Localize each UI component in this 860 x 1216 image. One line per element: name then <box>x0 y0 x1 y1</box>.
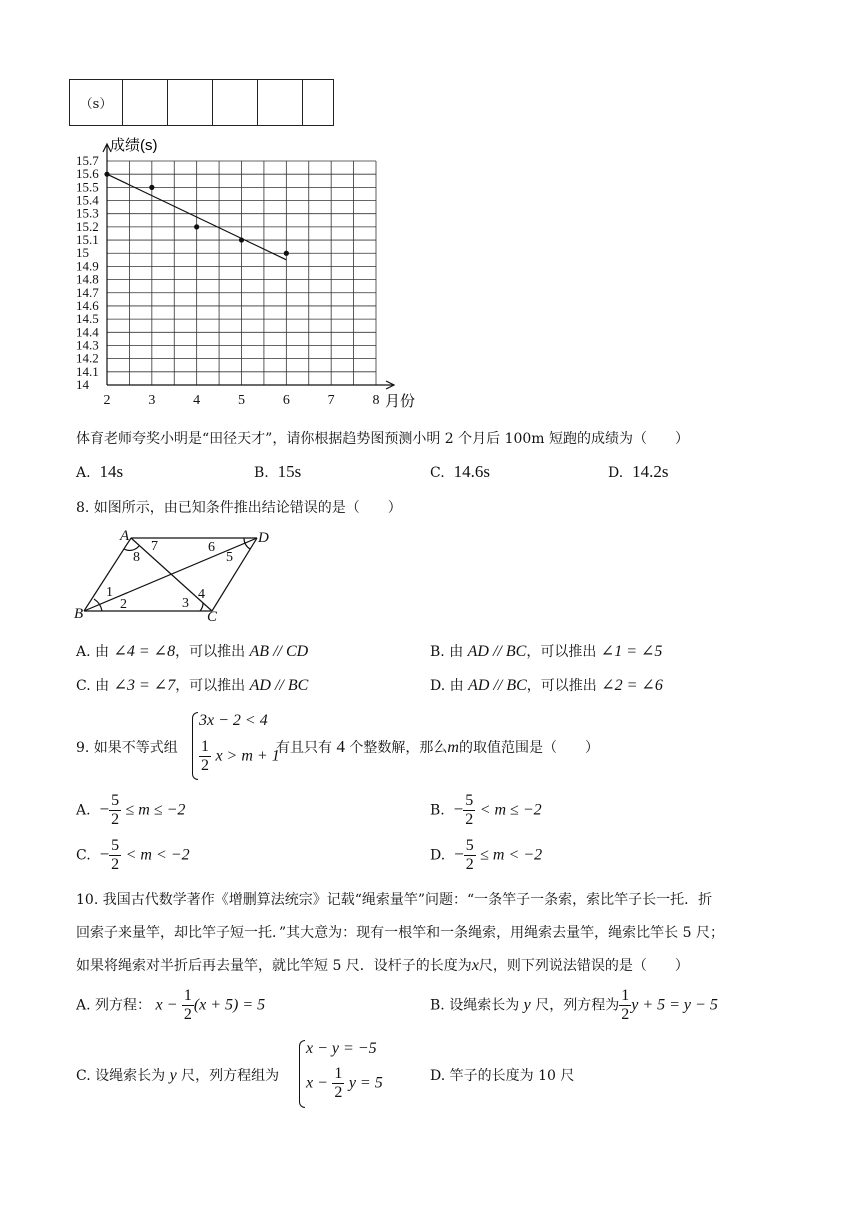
choice-text: 尺，列方程组为 <box>181 1068 280 1084</box>
choice-text: ，可以推出 <box>526 678 597 694</box>
q7-stem: 体育老师夸奖小明是“田径天才”，请你根据趋势图预测小明 2 个月后 100m 短跑的成绩为（ ） <box>76 431 690 447</box>
choice-text: 由 <box>95 678 110 694</box>
y-tick-label: 14.1 <box>76 363 99 379</box>
choice-label: B. <box>254 465 269 481</box>
fraction <box>109 838 121 873</box>
y-tick-label: 14 <box>76 377 89 392</box>
math-expr: ≤ m < −2 <box>480 846 543 864</box>
q8-stem: 8. 如图所示，由已知条件推出结论错误的是（ ） <box>76 500 402 516</box>
q9-choice-a <box>76 793 185 828</box>
q9-ineq-1: 3x − 2 < 4 <box>199 712 268 729</box>
choice-text: 由 <box>95 644 110 660</box>
sign: − <box>453 799 464 819</box>
y-tick-label: 15.5 <box>76 179 99 195</box>
math-expr: AD // BC <box>468 677 527 694</box>
angle-arc <box>200 603 203 611</box>
unit-cell: （s） <box>70 80 123 126</box>
empty-cell <box>258 80 303 126</box>
side-dc <box>212 538 257 611</box>
vertex-label: C <box>207 609 218 622</box>
choice-text: 15s <box>277 462 302 481</box>
text: 个整数解，那么 <box>349 740 448 756</box>
q10-line-1: 10. 我国古代数学著作《增删算法统宗》记载“绳索量竿”问题：“一条竿子一条索，索比竿子长一托．折 <box>76 892 713 908</box>
denominator: 2 <box>334 1084 343 1101</box>
data-point <box>239 237 244 242</box>
q10-choice-d <box>430 1065 574 1085</box>
choice-label: C. <box>76 1068 91 1084</box>
denominator: 2 <box>465 811 474 828</box>
y-tick-label: 14.8 <box>76 271 99 287</box>
x-tick-label: 6 <box>282 393 290 408</box>
choice-label: D. <box>608 465 624 481</box>
angle-label: 4 <box>198 587 205 602</box>
data-point <box>284 251 289 256</box>
y-tick-label: 15.1 <box>76 232 99 248</box>
x-tick-label: 2 <box>103 393 111 408</box>
fraction <box>332 1066 344 1101</box>
q7-choice-a <box>76 462 123 482</box>
numerator: 5 <box>465 837 474 854</box>
choice-label: A. <box>76 644 91 660</box>
trend-chart <box>60 130 430 415</box>
fraction <box>199 739 211 774</box>
fraction <box>109 793 121 828</box>
fraction <box>619 988 631 1023</box>
choice-label: D. <box>430 678 446 694</box>
q9-ineq-2 <box>199 739 280 774</box>
y-tick-label: 14.7 <box>76 284 99 300</box>
x-tick-label: 3 <box>148 393 156 408</box>
choice-label: A. <box>76 465 91 481</box>
x-tick-label: 5 <box>238 393 245 408</box>
choice-text: ，可以推出 <box>175 644 246 660</box>
choice-text: 尺，列方程为 <box>535 997 620 1014</box>
choice-text: 列方程： <box>95 997 152 1014</box>
angle-label: 1 <box>106 585 113 600</box>
chart-grid <box>107 161 376 385</box>
math-expr: x − <box>306 1074 328 1092</box>
math-expr: x − <box>155 996 178 1014</box>
math-expr: AD // BC <box>467 643 527 660</box>
choice-text: 竿子的长度为 10 尺 <box>449 1068 575 1084</box>
q9-choice-b <box>430 793 542 828</box>
y-tick-label: 14.2 <box>76 350 99 366</box>
choice-text: ，可以推出 <box>526 644 597 660</box>
data-point <box>194 224 199 229</box>
denominator: 2 <box>465 856 474 873</box>
choice-text: 14.6s <box>453 462 490 481</box>
q10-c-eq-2 <box>306 1066 383 1101</box>
y-tick-label: 15.7 <box>76 153 99 168</box>
y-tick-label: 14.3 <box>76 337 99 353</box>
q8-choice-c <box>76 675 308 695</box>
angle-label: 6 <box>208 540 215 555</box>
numerator: 5 <box>465 792 474 809</box>
angle-arc <box>244 538 250 549</box>
math-expr: AB // CD <box>249 643 309 660</box>
variable: m <box>447 739 459 756</box>
y-tick-label: 14.9 <box>76 258 99 274</box>
denominator: 2 <box>111 856 120 873</box>
q10-choice-b <box>430 988 718 1023</box>
choice-text: ，可以推出 <box>175 678 246 694</box>
choice-label: C. <box>430 465 445 481</box>
choice-label: B. <box>430 997 445 1014</box>
variable: y <box>523 996 531 1014</box>
data-point <box>104 172 109 177</box>
sign: − <box>99 799 110 819</box>
y-tick-label: 14.5 <box>76 311 99 327</box>
data-point <box>149 185 154 190</box>
empty-cell <box>123 80 168 126</box>
choice-text: 14.2s <box>632 462 669 481</box>
q9-choice-d <box>430 838 542 873</box>
y-tick-label: 15.6 <box>76 166 99 182</box>
angle-label: 5 <box>226 550 233 565</box>
math-expr: ∠2 = ∠6 <box>601 677 663 694</box>
choice-label: D. <box>430 1068 446 1084</box>
math-expr: (x + 5) = 5 <box>193 996 266 1014</box>
math-expr: < m < −2 <box>125 846 190 864</box>
numerator: 1 <box>183 987 192 1004</box>
q10-choice-c <box>76 1065 279 1085</box>
numerator: 1 <box>621 987 630 1004</box>
math-expr: AD // BC <box>249 677 309 694</box>
y-tick-label: 15.3 <box>76 205 99 221</box>
choice-text: 设绳索长为 <box>95 1068 166 1084</box>
empty-cell <box>303 80 334 126</box>
q9-lead: 9. 如果不等式组 <box>76 740 178 756</box>
y-tick-label: 14.4 <box>76 324 99 340</box>
fraction <box>463 793 475 828</box>
q8-choice-d <box>430 675 663 695</box>
q10-c-eq-1: x − y = −5 <box>306 1040 377 1057</box>
x-axis-label: 月份 <box>385 393 416 410</box>
math-expr: ∠4 = ∠8 <box>113 643 176 660</box>
q7-choice-d <box>608 462 668 482</box>
choice-text: 14s <box>99 462 124 481</box>
denominator: 2 <box>183 1006 192 1023</box>
choice-text: 由 <box>449 644 464 660</box>
angle-label: 2 <box>120 597 127 612</box>
vertex-label: A <box>120 528 130 544</box>
system-brace <box>192 712 198 780</box>
choice-label: B. <box>430 802 445 819</box>
choice-label: C. <box>76 847 91 864</box>
q10-line-2: 回索子来量竿，却比竿子短一托．”其大意为：现有一根竿和一条绳索，用绳索去量竿，绳索比竿长 5 尺； <box>76 925 724 941</box>
vertex-label: B <box>74 606 84 622</box>
q8-choice-a <box>76 641 308 661</box>
q10-choice-a <box>76 988 265 1023</box>
x-tick-labels <box>104 393 380 408</box>
text: 的取值范围是（ ） <box>458 740 599 756</box>
sign: − <box>99 844 110 864</box>
numerator: 5 <box>111 792 120 809</box>
q7-choice-c <box>430 462 490 482</box>
y-tick-label: 15 <box>76 245 89 261</box>
numerator: 1 <box>334 1065 343 1082</box>
y-axis-label: 成绩(s) <box>110 137 158 154</box>
fraction <box>182 988 194 1023</box>
text: 有且只有 <box>276 740 332 756</box>
math-expr: y = 5 <box>348 1074 383 1092</box>
parallelogram-figure <box>74 526 274 622</box>
variable: y <box>169 1067 177 1084</box>
q9-choice-c <box>76 838 190 873</box>
y-tick-label: 14.6 <box>76 297 99 313</box>
text: 如果将绳索对半折后再去量竿，就比竿短 5 尺．设杆子的长度为 <box>76 958 472 974</box>
x-tick-label: 8 <box>372 393 380 408</box>
angle-label: 7 <box>151 539 158 554</box>
choice-label: A. <box>76 802 91 819</box>
choice-label: B. <box>430 644 445 660</box>
q8-choice-b <box>430 641 662 661</box>
denominator: 2 <box>621 1006 630 1023</box>
variable: x <box>471 957 479 974</box>
denominator: 2 <box>111 811 120 828</box>
math-expr: ∠3 = ∠7 <box>113 677 176 694</box>
numerator: 5 <box>111 837 120 854</box>
number: 4 <box>336 737 345 756</box>
denominator: 2 <box>201 757 209 774</box>
numerator: 1 <box>201 738 209 755</box>
y-tick-label: 15.2 <box>76 218 99 234</box>
y-tick-labels <box>76 153 99 392</box>
angle-label: 8 <box>133 550 140 565</box>
math-expr: ∠1 = ∠5 <box>600 643 663 660</box>
choice-text: 由 <box>449 678 464 694</box>
fraction <box>464 838 476 873</box>
empty-cell <box>213 80 258 126</box>
choice-label: A. <box>76 997 91 1014</box>
math-expr: ≤ m ≤ −2 <box>125 801 186 819</box>
sign: − <box>454 844 464 864</box>
y-tick-label: 15.4 <box>76 192 99 208</box>
math-expr: y + 5 = y − 5 <box>631 996 718 1014</box>
system-brace <box>299 1040 305 1108</box>
score-table <box>69 79 334 126</box>
q10-line-3 <box>76 955 689 975</box>
text: 尺，则下列说法错误的是（ ） <box>478 958 689 974</box>
angle-label: 3 <box>182 596 189 611</box>
choice-text: 设绳索长为 <box>449 997 520 1014</box>
math-expr: x > m + 1 <box>215 747 280 765</box>
empty-cell <box>168 80 213 126</box>
q7-choice-b <box>254 462 301 482</box>
x-tick-label: 7 <box>327 393 335 408</box>
math-expr: < m ≤ −2 <box>479 801 542 819</box>
choice-label: C. <box>76 678 91 694</box>
x-tick-label: 4 <box>193 393 201 408</box>
diagonal-bd <box>84 538 257 611</box>
choice-label: D. <box>430 847 446 864</box>
q9-tail <box>276 737 599 757</box>
vertex-label: D <box>258 530 269 546</box>
